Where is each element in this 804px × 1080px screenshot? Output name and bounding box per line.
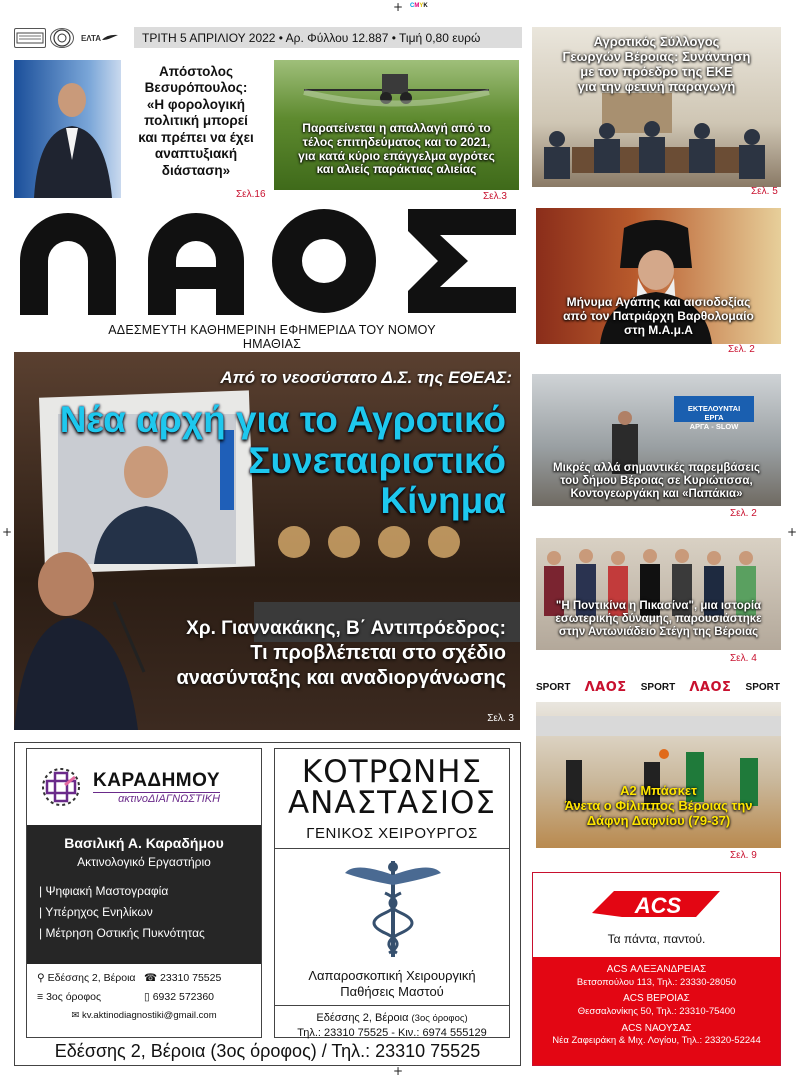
caption-line: Μικρές αλλά σημαντικές παρεμβάσεις xyxy=(553,462,760,474)
page-ref: Σελ. 9 xyxy=(730,850,757,861)
subheadline-line: ανασύνταξης και αναδιοργάνωσης xyxy=(176,666,506,689)
sport-brand: ΛΑΟΣ xyxy=(689,679,732,695)
elta-logo-text: ΕΛΤΑ xyxy=(80,33,102,43)
headline-line: Κίνημα xyxy=(380,480,506,522)
caption-line: από τον Πατριάρχη Βαρθολομαίο xyxy=(563,308,754,323)
karadimou-brand-sub: ακτινοΔΙΑΓΝΩΣΤΙΚΗ xyxy=(93,792,220,805)
headline-line: πολιτική μπορεί xyxy=(144,113,248,129)
vesyropoulos-photo xyxy=(14,60,121,198)
main-kicker: Από το νεοσύστατο Δ.Σ. της ΕΘΕΑΣ: xyxy=(220,368,512,387)
sport-label: SPORT xyxy=(640,681,676,693)
seal-icon xyxy=(52,28,72,48)
ads-footer: Εδέσσης 2, Βέροια (3ος όροφος) / Τηλ.: 23310 75525 xyxy=(54,1041,481,1061)
cmyk-m: M xyxy=(414,3,420,9)
kotronis-ad[interactable] xyxy=(274,748,510,1038)
headline-line: αναπτυξιακή xyxy=(154,146,238,162)
karadimou-mobile: 6932 572360 xyxy=(152,991,215,1003)
caption-line: Άνετα ο Φίλιππος Βέροιας την xyxy=(564,797,753,813)
cmyk-marks xyxy=(410,3,428,9)
acs-ad[interactable] xyxy=(532,872,781,1066)
elta-logo xyxy=(78,28,122,48)
floor-icon: ≡ xyxy=(37,991,44,1003)
main-headline xyxy=(60,400,506,522)
page-ref: Σελ.16 xyxy=(236,189,266,200)
headline-line: και πρέπει να έχει xyxy=(138,129,254,145)
caption-line: Μήνυμα Αγάπης και αισιοδοξίας xyxy=(566,295,751,309)
vesyropoulos-headline[interactable] xyxy=(126,64,266,179)
acs-logo xyxy=(592,887,722,921)
caption-line: εσωτερικής δύναμης, παρουσιάστηκε xyxy=(555,613,762,626)
caption-line: Παρατείνεται η απαλλαγή από το xyxy=(302,121,491,135)
location-icon: ⚲ xyxy=(37,972,45,984)
patriarch-caption[interactable] xyxy=(540,296,777,337)
phone-icon: ☎ xyxy=(144,972,158,984)
cmyk-y: Y xyxy=(419,3,424,9)
headline-line: διάσταση» xyxy=(161,162,231,178)
caption-line: για την φετινή παραγωγή xyxy=(577,78,736,94)
karadimou-phone: 23310 75525 xyxy=(160,972,222,984)
karadimou-floor: 3ος όροφος xyxy=(46,991,102,1003)
farmers-meeting-photo xyxy=(532,27,781,187)
acs-branch-addr: Βετσοπούλου 113, Τηλ.: 23330-28050 xyxy=(576,976,737,988)
caption-line: τέλος επιτηδεύματος και το 2021, xyxy=(302,134,491,149)
email-icon: ✉ xyxy=(71,1010,80,1021)
sign-line: ΑΡΓΑ - SLOW xyxy=(689,422,739,431)
header-logos xyxy=(14,27,132,49)
acs-branch-addr: Θεσσαλονίκης 50, Τηλ.: 23310-75400 xyxy=(577,1005,736,1017)
page-ref: Σελ. 5 xyxy=(751,186,778,197)
subheadline-line: Τι προβλέπεται στο σχέδιο xyxy=(250,641,506,664)
sport-brand: ΛΑΟΣ xyxy=(584,679,627,695)
press-emblem-icon xyxy=(16,31,44,45)
headline-line: Απόστολος xyxy=(158,64,234,79)
acs-branch-name: ACS ΝΑΟΥΣΑΣ xyxy=(621,1022,692,1034)
tractor-caption[interactable] xyxy=(280,122,513,177)
karadimou-address: Εδέσσης 2, Βέροια xyxy=(47,972,136,984)
cmyk-c: C xyxy=(410,3,415,9)
man-portrait-icon xyxy=(14,60,121,198)
page-ref: Σελ.3 xyxy=(483,191,507,202)
caption-line: για κατά κύριο επάγγελμα αγρότες xyxy=(298,148,495,163)
caption-line: Αγροτικός Σύλλογος xyxy=(593,34,720,49)
mobile-icon: ▯ xyxy=(144,991,150,1003)
farmers-meeting-caption[interactable] xyxy=(536,35,777,95)
patriarch-photo xyxy=(536,208,781,344)
roadworks-caption[interactable] xyxy=(534,462,779,502)
caduceus-icon xyxy=(275,855,511,959)
kotronis-title: ΓΕΝΙΚΟΣ ΧΕΙΡΟΥΡΓΟΣ xyxy=(306,825,478,842)
kotronis-address-row xyxy=(275,1012,509,1024)
registration-mark-right: + xyxy=(787,525,798,539)
karadimou-services: | Ψηφιακή Μαστογραφία | Υπέρηχος Ενηλίκων | Μέτρηση Οστικής Πυκνότητας xyxy=(39,884,205,940)
caption-line: στη Μ.Α.μ.Α xyxy=(624,322,693,337)
subheadline-line: Χρ. Γιαννακάκης, Β΄ Αντιπρόεδρος: xyxy=(186,618,506,639)
elta-bird-icon xyxy=(101,32,119,44)
caption-line: με τον πρόεδρο της ΕΚΕ xyxy=(580,63,733,79)
registration-mark-left: + xyxy=(2,525,13,539)
kotronis-specialty xyxy=(275,968,509,999)
roadworks-sign xyxy=(678,404,750,431)
caption-line: Α2 Μπάσκετ xyxy=(620,783,697,798)
masthead-logo xyxy=(18,205,518,317)
sport-label: SPORT xyxy=(536,681,571,693)
acs-branch-name: ACS ΑΛΕΞΑΝΔΡΕΙΑΣ xyxy=(606,964,707,975)
karadimou-brand: ΚΑΡΑΔΗΜΟΥ xyxy=(93,769,221,791)
kotronis-floor: (3ος όροφος) xyxy=(411,1013,468,1025)
kotronis-address: Εδέσσης 2, Βέροια xyxy=(316,1012,409,1025)
acs-branch-addr: Νέα Ζαφειράκη & Μιχ. Λογίου, Τηλ.: 23320-52244 xyxy=(552,1035,761,1047)
acs-branch-name: ACS ΒΕΡΟΙΑΣ xyxy=(623,993,690,1005)
kotronis-phones: Τηλ.: 23310 75525 - Κιν.: 6974 555129 xyxy=(297,1027,487,1040)
page-ref: Σελ. 2 xyxy=(728,344,755,355)
caption-line: στην Αντωνιάδειο Στέγη της Βέροιας xyxy=(558,626,759,639)
registration-mark-top: + xyxy=(393,0,404,14)
headline-line: Βεσυρόπουλος: xyxy=(144,80,248,96)
karadimou-ad[interactable] xyxy=(26,748,262,1038)
caption-line: Δάφνη Δαφνίου (79-37) xyxy=(586,812,731,828)
headline-line: Συνεταιριστικό xyxy=(248,439,506,481)
karadimou-role: Ακτινολογικό Εργαστήριο xyxy=(77,855,211,869)
seal-logo xyxy=(50,28,74,48)
medical-cross-icon xyxy=(35,765,87,809)
caption-line: και αλιείς παράκτιας αλιείας xyxy=(316,162,477,177)
sign-line: ΕΚΤΕΛΟΥΝΤΑΙ ΕΡΓΑ xyxy=(687,404,741,422)
acs-slogan: Τα πάντα, παντού. xyxy=(607,932,706,946)
karadimou-name: Βασιλική Α. Καραδήμου xyxy=(64,835,224,851)
page-ref: Σελ. 3 xyxy=(487,713,514,724)
main-subheadline xyxy=(176,617,506,691)
book-presentation-photo xyxy=(536,538,781,650)
caption-line: του δήμου Βέροιας σε Κυριώτισσα, xyxy=(560,475,753,488)
basketball-caption[interactable] xyxy=(538,784,779,829)
kotronis-name xyxy=(275,754,509,821)
service-item: Μέτρηση Οστικής Πυκνότητας xyxy=(45,926,205,940)
specialty-line: Παθήσεις Μαστού xyxy=(340,983,444,999)
cmyk-k: K xyxy=(423,3,428,9)
karadimou-email[interactable]: kv.aktinodiagnostiki@gmail.com xyxy=(82,1010,217,1021)
roadworks-photo xyxy=(532,374,781,506)
main-story[interactable] xyxy=(14,352,520,730)
service-item: Υπέρηχος Ενηλίκων xyxy=(45,905,153,919)
press-logo xyxy=(14,28,46,48)
masthead-subtitle: ΑΔΕΣΜΕΥΤΗ ΚΑΘΗΜΕΡΙΝΗ ΕΦΗΜΕΡΙΔΑ ΤΟΥ ΝΟΜΟΥ ΗΜΑΘΙΑΣ xyxy=(82,323,462,354)
tractor-sprayer-icon xyxy=(274,60,519,120)
registration-mark-bottom: + xyxy=(393,1064,404,1078)
caption-line: "Η Ποντικίνα η Πικασίνα", μια ιστορία xyxy=(555,600,762,612)
tractor-photo xyxy=(274,60,519,190)
dateline: ΤΡΙΤΗ 5 ΑΠΡΙΛΙΟΥ 2022 • Αρ. Φύλλου 12.887 • Τιμή 0,80 ευρώ xyxy=(134,27,522,48)
caption-line: Κοντογεωργάκη και «Παπάκια» xyxy=(570,488,743,501)
basketball-photo xyxy=(536,702,781,848)
headline-line: Νέα αρχή για το Αγροτικό xyxy=(59,399,506,440)
page-ref: Σελ. 2 xyxy=(730,508,757,519)
specialty-line: Λαπαροσκοπική Χειρουργική xyxy=(308,968,476,983)
masthead-title-text: ΛΑΟΣ xyxy=(268,265,271,266)
acs-logo-text: ACS xyxy=(634,893,681,918)
service-item: Ψηφιακή Μαστογραφία xyxy=(45,884,169,898)
sport-label: SPORT xyxy=(745,681,780,693)
kotronis-name-line: ΑΝΑΣΤΑΣΙΟΣ xyxy=(287,785,497,821)
sport-bar xyxy=(536,678,780,696)
headline-line: «Η φορολογική xyxy=(146,96,246,112)
caption-line: Γεωργών Βέροιας: Συνάντηση xyxy=(562,48,751,64)
book-presentation-caption[interactable] xyxy=(538,600,779,640)
kotronis-name-line: ΚΟΤΡΩΝΗΣ xyxy=(301,754,483,790)
page-ref: Σελ. 4 xyxy=(730,653,757,664)
